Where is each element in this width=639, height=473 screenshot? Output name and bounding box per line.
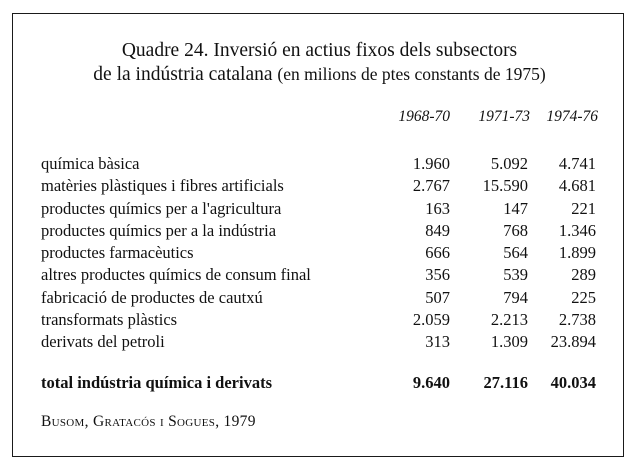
- cell-value: 849: [425, 220, 450, 240]
- cell-value: 225: [571, 287, 596, 307]
- cell-value: 313: [425, 332, 450, 352]
- cell-value: 147: [503, 198, 528, 218]
- total-value: 9.640: [412, 373, 450, 392]
- table-row: [41, 264, 601, 286]
- cell-value: 1.960: [412, 154, 450, 173]
- cell-value: 163: [425, 198, 450, 218]
- cell-value: 4.741: [558, 154, 596, 173]
- table-row: [41, 198, 601, 220]
- row-label: productes químics per a l'agricultura: [41, 198, 282, 218]
- total-value: 40.034: [550, 373, 596, 392]
- cell-value: 356: [425, 265, 450, 285]
- column-header-1971-73: 1971-73: [478, 108, 530, 125]
- table-row: [41, 153, 601, 175]
- cell-value: 564: [503, 243, 528, 263]
- cell-value: 794: [503, 287, 528, 307]
- table-row: [41, 309, 601, 331]
- cell-value: 666: [425, 243, 450, 263]
- total-value: 27.116: [483, 373, 528, 392]
- table-row: [41, 220, 601, 242]
- row-label: productes químics per a la indústria: [41, 220, 277, 240]
- row-label: química bàsica: [41, 154, 140, 173]
- cell-value: 539: [503, 265, 528, 285]
- cell-value: 2.059: [412, 310, 450, 330]
- cell-value: 4.681: [558, 176, 596, 196]
- cell-value: 1.309: [490, 332, 528, 352]
- total-label: total indústria química i derivats: [41, 373, 273, 392]
- cell-value: 15.590: [482, 176, 528, 196]
- column-header-1968-70: 1968-70: [398, 108, 450, 125]
- row-label: fabricació de productes de cautxú: [41, 287, 263, 307]
- cell-value: 5.092: [490, 154, 528, 173]
- cell-value: 2.213: [490, 310, 528, 330]
- cell-value: 2.738: [558, 310, 596, 330]
- cell-value: 289: [571, 265, 596, 285]
- subtitle-main: de la indústria catalana: [93, 64, 278, 85]
- cell-value: 768: [503, 220, 528, 240]
- row-label: derivats del petroli: [41, 332, 165, 352]
- row-label: altres productes químics de consum final: [41, 265, 311, 285]
- table-row: [41, 331, 601, 353]
- cell-value: 2.767: [412, 176, 450, 196]
- row-label: matèries plàstiques i fibres artificials: [41, 176, 284, 196]
- cell-value: 23.894: [550, 332, 596, 352]
- table-row: [41, 287, 601, 309]
- table-subtitle: [0, 63, 639, 86]
- table-row: [41, 242, 601, 264]
- table-body: [41, 153, 601, 354]
- cell-value: 1.346: [558, 220, 596, 240]
- table-title: Quadre 24. Inversió en actius fixos dels subsectors: [121, 40, 518, 61]
- subtitle-units: (en milions de ptes constants de 1975): [277, 64, 546, 84]
- cell-value: 221: [571, 198, 596, 218]
- cell-value: 507: [425, 287, 450, 307]
- total-row: [41, 372, 601, 394]
- table-row: [41, 175, 601, 197]
- cell-value: 1.899: [558, 243, 596, 263]
- column-header-1974-76: 1974-76: [546, 108, 598, 125]
- row-label: productes farmacèutics: [41, 243, 194, 263]
- source-citation: Busom, Gratacós i Sogues, 1979: [41, 413, 256, 430]
- row-label: transformats plàstics: [41, 310, 178, 330]
